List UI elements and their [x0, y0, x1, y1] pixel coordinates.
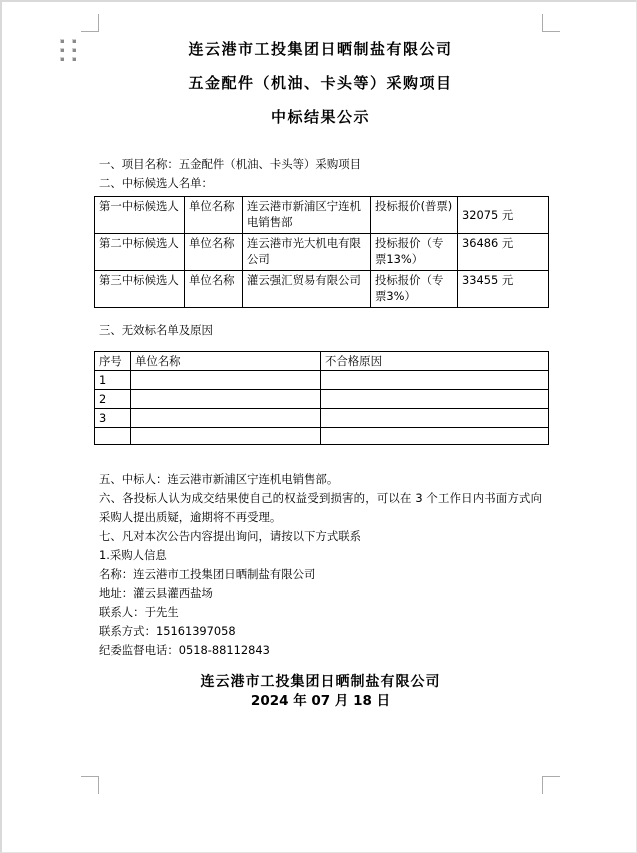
company-cell [131, 428, 321, 445]
purchaser-heading: 1.采购人信息 [99, 548, 167, 562]
margin-mark-top-right-icon [542, 14, 560, 32]
purchaser-phone: 联系方式：15161397058 [99, 624, 236, 638]
doc-title-project: 五金配件（机油、卡头等）采购项目 [188, 74, 453, 92]
price-label-cell: 投标报价（专票13%） [371, 234, 458, 271]
unit-label-cell: 单位名称 [185, 197, 243, 234]
company-cell [131, 371, 321, 390]
col-header-index: 序号 [95, 352, 131, 371]
price-cell: 36486 元 [458, 234, 549, 271]
col-header-reason: 不合格原因 [321, 352, 549, 371]
reason-cell [321, 371, 549, 390]
candidates-table [94, 196, 549, 308]
section-project-name: 一、项目名称：五金配件（机油、卡头等）采购项目 [99, 157, 361, 171]
margin-mark-top-left-icon [81, 14, 99, 32]
grip-dot [60, 39, 64, 43]
drag-handle-icon[interactable] [60, 39, 76, 61]
company-cell: 灌云强汇贸易有限公司 [243, 271, 371, 308]
reason-cell [321, 428, 549, 445]
col-header-company: 单位名称 [131, 352, 321, 371]
company-cell [131, 409, 321, 428]
invalid-row-2 [95, 390, 549, 409]
unit-label-cell: 单位名称 [185, 271, 243, 308]
invalid-table-header-row [95, 352, 549, 371]
doc-title-announcement: 中标结果公示 [270, 108, 370, 126]
purchaser-supervision-phone: 纪委监督电话：0518-88112843 [99, 643, 270, 657]
index-cell: 1 [95, 371, 131, 390]
purchaser-address: 地址：灌云县灌西盐场 [99, 586, 213, 600]
company-cell: 连云港市光大机电有限公司 [243, 234, 371, 271]
margin-mark-bottom-left-icon [81, 776, 99, 794]
document-content [99, 32, 542, 711]
company-cell [131, 390, 321, 409]
invalid-row-3 [95, 409, 549, 428]
grip-dot [72, 57, 76, 61]
candidate-row-3 [95, 271, 549, 308]
section-candidates-heading: 二、中标候选人名单： [99, 176, 213, 190]
footer-company: 连云港市工投集团日晒制盐有限公司 [200, 674, 441, 690]
section-invalid-heading: 三、无效标名单及原因 [99, 323, 213, 337]
purchaser-contact-person: 联系人：于先生 [99, 605, 179, 619]
section-winner: 五、中标人：连云港市新浦区宁连机电销售部。 [99, 472, 339, 486]
index-cell [95, 428, 131, 445]
price-label-cell: 投标报价（专票3%） [371, 271, 458, 308]
grip-dot [72, 39, 76, 43]
candidate-row-2 [95, 234, 549, 271]
grip-dot [60, 57, 64, 61]
footer-date: 2024 年 07 月 18 日 [250, 693, 391, 709]
invalid-row-1 [95, 371, 549, 390]
price-cell: 32075 元 [458, 197, 549, 234]
unit-label-cell: 单位名称 [185, 234, 243, 271]
invalid-bids-table [94, 351, 549, 445]
doc-title-company: 连云港市工投集团日晒制盐有限公司 [188, 40, 453, 58]
rank-cell: 第一中标候选人 [95, 197, 185, 234]
company-cell: 连云港市新浦区宁连机电销售部 [243, 197, 371, 234]
section-contact-intro: 七、凡对本次公告内容提出询问，请按以下方式联系 [99, 529, 361, 543]
invalid-row-4 [95, 428, 549, 445]
rank-cell: 第二中标候选人 [95, 234, 185, 271]
margin-mark-bottom-right-icon [542, 776, 560, 794]
purchaser-name: 名称：连云港市工投集团日晒制盐有限公司 [99, 567, 316, 581]
reason-cell [321, 390, 549, 409]
reason-cell [321, 409, 549, 428]
price-cell: 33455 元 [458, 271, 549, 308]
index-cell: 3 [95, 409, 131, 428]
rank-cell: 第三中标候选人 [95, 271, 185, 308]
index-cell: 2 [95, 390, 131, 409]
grip-dot [72, 48, 76, 52]
candidate-row-1 [95, 197, 549, 234]
section-objection: 六、各投标人认为成交结果使自己的权益受到损害的，可以在 3 个工作日内书面方式向采购人提出质疑，逾期将不再受理。 [99, 491, 542, 524]
price-label-cell: 投标报价(普票) [371, 197, 458, 234]
grip-dot [60, 48, 64, 52]
